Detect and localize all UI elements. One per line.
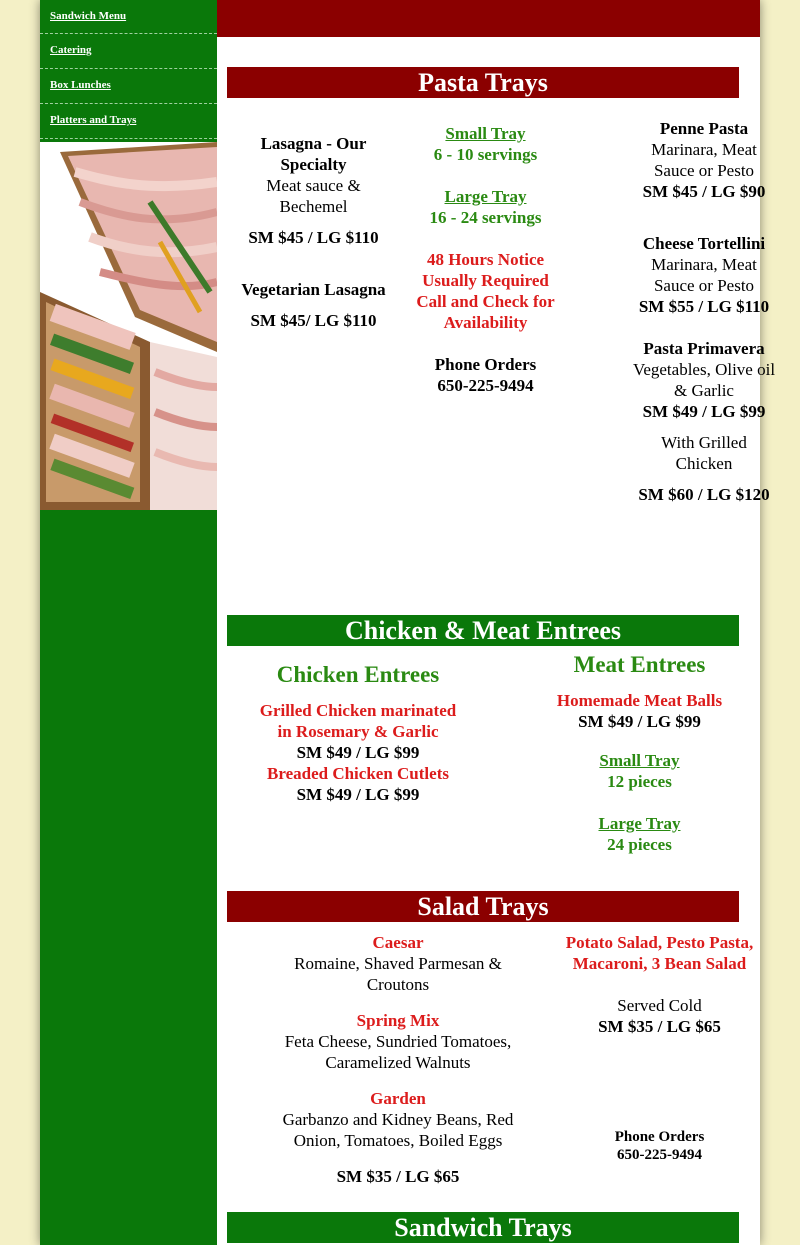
lasagna-price: SM $45 / LG $110: [248, 228, 379, 247]
meat-large-pieces: 24 pieces: [607, 835, 672, 854]
breaded-cutlets-price: SM $49 / LG $99: [296, 785, 420, 804]
salad-left-price: SM $35 / LG $65: [336, 1167, 460, 1186]
meat-large-tray: Large Tray: [598, 814, 681, 833]
vegetarian-lasagna-name: Vegetarian Lasagna: [241, 280, 386, 299]
salad-right-column: [547, 932, 772, 1037]
served-cold-note: Served Cold: [617, 996, 702, 1015]
salad-phone-label: Phone Orders: [614, 1129, 705, 1145]
breaded-cutlets-item: Breaded Chicken Cutlets: [267, 764, 449, 783]
small-tray-servings: 6 - 10 servings: [433, 145, 538, 164]
chicken-entrees-column: [257, 664, 459, 805]
main-content: [217, 0, 776, 1245]
garden-name: Garden: [370, 1089, 426, 1108]
lasagna-desc: Meat sauce & Bechemel: [266, 176, 361, 216]
meat-entrees-heading: Meat Entrees: [573, 652, 706, 677]
penne-price: SM $45 / LG $90: [642, 182, 766, 201]
nav-platters-and-trays[interactable]: Platters and Trays: [40, 104, 217, 139]
primavera-price: SM $49 / LG $99: [642, 402, 766, 421]
spring-mix-desc: Feta Cheese, Sundried Tomatoes, Caramelized Walnuts: [284, 1032, 512, 1072]
chicken-entrees-heading: Chicken Entrees: [276, 662, 440, 687]
salad-left-column: [273, 932, 523, 1187]
penne-name: Penne Pasta: [659, 119, 749, 138]
small-tray-label: Small Tray: [445, 124, 526, 143]
garden-desc: Garbanzo and Kidney Beans, Red Onion, Tomatoes, Boiled Eggs: [282, 1110, 514, 1150]
primavera-desc: Vegetables, Olive oil & Garlic: [632, 360, 776, 400]
pasta-right-column: [632, 118, 776, 505]
lasagna-name: Lasagna - Our Specialty: [260, 134, 367, 174]
nav-sandwich-menu[interactable]: Sandwich Menu: [40, 0, 217, 34]
page-wrapper: [40, 0, 776, 1245]
top-banner: [217, 0, 760, 37]
tortellini-name: Cheese Tortellini: [642, 234, 766, 253]
grilled-chicken-item-price: SM $49 / LG $99: [296, 743, 420, 762]
pasta-left-column: [235, 133, 392, 331]
tortellini-price: SM $55 / LG $110: [638, 297, 770, 316]
meat-balls-price: SM $49 / LG $99: [578, 712, 701, 731]
nav-box-lunches[interactable]: Box Lunches: [40, 69, 217, 104]
sandwich-trays-heading: Sandwich Trays: [227, 1212, 739, 1243]
meat-balls-item: Homemade Meat Balls: [556, 691, 723, 710]
meat-small-pieces: 12 pieces: [607, 772, 672, 791]
tortellini-desc: Marinara, Meat Sauce or Pesto: [651, 255, 757, 295]
large-tray-label: Large Tray: [444, 187, 527, 206]
caesar-name: Caesar: [372, 933, 424, 952]
spring-mix-name: Spring Mix: [356, 1011, 440, 1030]
phone-orders-label: Phone Orders: [434, 355, 537, 374]
salad-right-price: SM $35 / LG $65: [598, 1017, 721, 1036]
pasta-middle-column: [410, 123, 561, 396]
nav-catering[interactable]: Catering: [40, 34, 217, 69]
sidebar: [40, 0, 217, 1245]
phone-number: 650-225-9494: [437, 376, 534, 395]
vegetarian-lasagna-price: SM $45/ LG $110: [250, 311, 377, 330]
meat-entrees-column: [537, 654, 742, 855]
sandwich-photo: [40, 142, 217, 510]
meat-small-tray: Small Tray: [599, 751, 680, 770]
pasta-trays-heading: Pasta Trays: [227, 67, 739, 98]
salad-trays-heading: Salad Trays: [227, 891, 739, 922]
cold-salads-names: Potato Salad, Pesto Pasta, Macaroni, 3 Bean Salad: [565, 933, 754, 973]
large-tray-servings: 16 - 24 servings: [429, 208, 542, 227]
grilled-chicken-item: Grilled Chicken marinated in Rosemary & Garlic: [259, 701, 457, 741]
salad-phone-number: 650-225-9494: [617, 1147, 702, 1163]
notice-text: 48 Hours Notice Usually Required Call and Check for Availability: [416, 250, 555, 332]
caesar-desc: Romaine, Shaved Parmesan & Croutons: [294, 954, 502, 994]
salad-phone-block: [547, 1128, 772, 1164]
entrees-heading: Chicken & Meat Entrees: [227, 615, 739, 646]
primavera-name: Pasta Primavera: [643, 339, 765, 358]
penne-desc: Marinara, Meat Sauce or Pesto: [651, 140, 757, 180]
grilled-chicken-option: With Grilled Chicken: [661, 433, 747, 473]
grilled-chicken-price: SM $60 / LG $120: [638, 485, 770, 504]
